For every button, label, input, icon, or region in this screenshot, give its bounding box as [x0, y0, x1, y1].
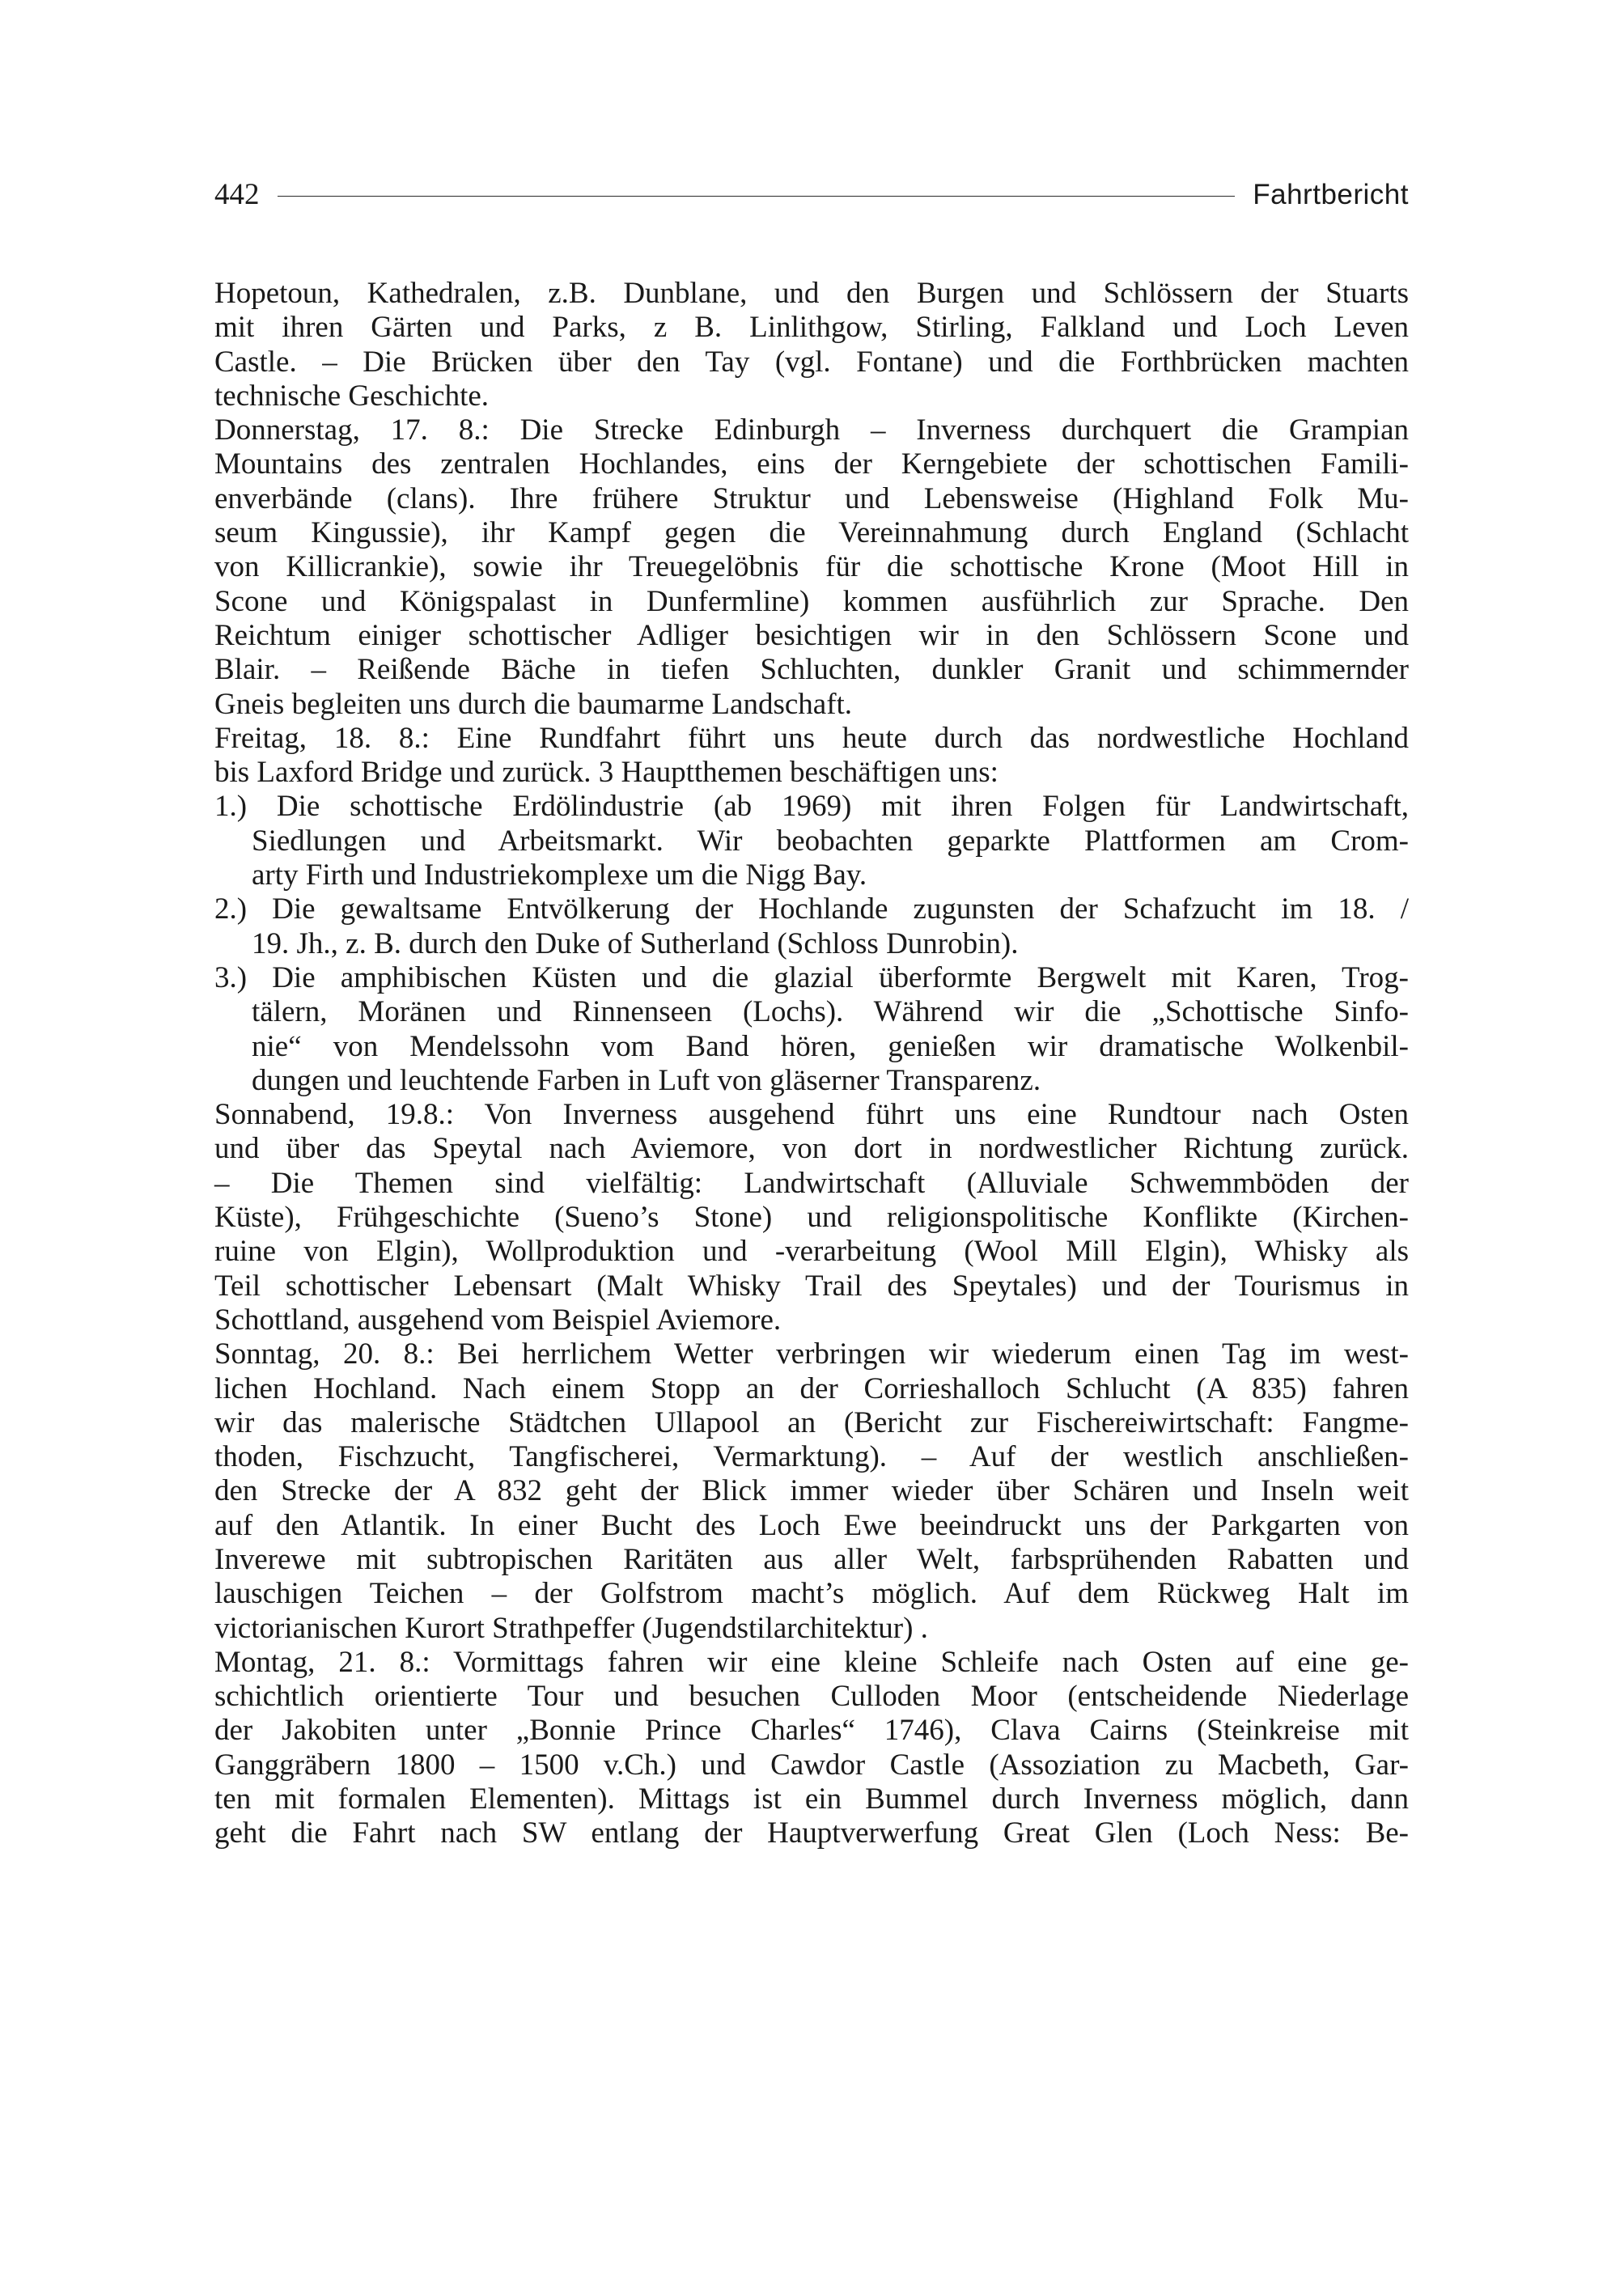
text-line: Teil schottischer Lebensart (Malt Whisky Trail des Speytales) und der Tourismus in	[214, 1269, 1409, 1303]
text-line: lichen Hochland. Nach einem Stopp an der Corrieshalloch Schlucht (A 835) fahren	[214, 1371, 1409, 1405]
text-line: Ganggräbern 1800 – 1500 v.Ch.) und Cawdor Castle (Assoziation zu Macbeth, Gar-	[214, 1748, 1409, 1782]
text-line: Gneis begleiten uns durch die baumarme Landschaft.	[214, 687, 853, 721]
text-line: Blair. – Reißende Bäche in tiefen Schluchten, dunkler Granit und schimmernder	[214, 653, 1409, 687]
text-line: mit ihren Gärten und Parks, z B. Linlithgow, Stirling, Falkland und Loch Leven	[214, 311, 1409, 345]
text-line: Reichtum einiger schottischer Adliger besichtigen wir in den Schlössern Scone und	[214, 618, 1409, 652]
text-line: 19. Jh., z. B. durch den Duke of Sutherland (Schloss Dunrobin).	[252, 926, 1019, 960]
running-title: Fahrtbericht	[1253, 178, 1409, 210]
text-line: arty Firth und Industriekomplexe um die Nigg Bay.	[252, 858, 867, 892]
text-line: ruine von Elgin), Wollproduktion und -verarbeitung (Wool Mill Elgin), Whisky als	[214, 1235, 1409, 1269]
text-line: Scone und Königspalast in Dunfermline) kommen ausführlich zur Sprache. Den	[214, 584, 1409, 618]
text-line: auf den Atlantik. In einer Bucht des Loch Ewe beeindruckt uns der Parkgarten von	[214, 1508, 1409, 1542]
text-line: bis Laxford Bridge und zurück. 3 Hauptthemen beschäftigen uns:	[214, 756, 999, 790]
page-header	[214, 170, 1409, 218]
header-rule	[278, 196, 1236, 197]
text-line: victorianischen Kurort Strathpeffer (Jugendstilarchitektur) .	[214, 1611, 928, 1645]
text-line: und über das Speytal nach Aviemore, von dort in nordwestlicher Richtung zurück.	[214, 1132, 1409, 1166]
text-line: Sonntag, 20. 8.: Bei herrlichem Wetter verbringen wir wiederum einen Tag im west-	[214, 1337, 1409, 1371]
text-line: Sonnabend, 19.8.: Von Inverness ausgehend führt uns eine Rundtour nach Osten	[214, 1098, 1409, 1132]
text-line: technische Geschichte.	[214, 379, 490, 413]
text-line: Donnerstag, 17. 8.: Die Strecke Edinburgh – Inverness durchquert die Grampian	[214, 413, 1409, 447]
text-line: dungen und leuchtende Farben in Luft von gläserner Transparenz.	[252, 1063, 1041, 1097]
text-line: enverbände (clans). Ihre frühere Struktur und Lebensweise (Highland Folk Mu-	[214, 481, 1409, 515]
text-line: wir das malerische Städtchen Ullapool an (Bericht zur Fischereiwirtschaft: Fangme-	[214, 1405, 1409, 1439]
text-line: von Killicrankie), sowie ihr Treuegelöbnis für die schottische Krone (Moot Hill in	[214, 550, 1409, 584]
text-line: thoden, Fischzucht, Tangfischerei, Vermarktung). – Auf der westlich anschließen-	[214, 1440, 1409, 1474]
text-line: – Die Themen sind vielfältig: Landwirtschaft (Alluviale Schwemmböden der	[214, 1166, 1409, 1200]
text-line: Küste), Frühgeschichte (Sueno’s Stone) und religionspolitische Konflikte (Kirchen-	[214, 1201, 1409, 1235]
text-line: Castle. – Die Brücken über den Tay (vgl. Fontane) und die Forthbrücken machten	[214, 345, 1409, 379]
text-line: seum Kingussie), ihr Kampf gegen die Vereinnahmung durch England (Schlacht	[214, 516, 1409, 550]
text-line: tälern, Moränen und Rinnenseen (Lochs). Während wir die „Schottische Sinfo-	[252, 995, 1409, 1029]
text-line: Inverewe mit subtropischen Raritäten aus aller Welt, farbsprühenden Rabatten und	[214, 1542, 1409, 1576]
text-line: lauschigen Teichen – der Golfstrom macht’s möglich. Auf dem Rückweg Halt im	[214, 1577, 1409, 1611]
text-line: Montag, 21. 8.: Vormittags fahren wir eine kleine Schleife nach Osten auf eine ge-	[214, 1645, 1409, 1679]
text-line: Hopetoun, Kathedralen, z.B. Dunblane, und den Burgen und Schlössern der Stuarts	[214, 277, 1409, 310]
text-line: ten mit formalen Elementen). Mittags ist ein Bummel durch Inverness möglich, dann	[214, 1782, 1409, 1816]
text-line: Schottland, ausgehend vom Beispiel Aviemore.	[214, 1303, 782, 1337]
page-number: 442	[214, 177, 260, 211]
body-text	[214, 277, 1409, 1851]
text-line: den Strecke der A 832 geht der Blick immer wieder über Schären und Inseln weit	[214, 1474, 1409, 1508]
text-line: 1.) Die schottische Erdölindustrie (ab 1969) mit ihren Folgen für Landwirtschaft,	[214, 790, 1409, 824]
text-line: Freitag, 18. 8.: Eine Rundfahrt führt uns heute durch das nordwestliche Hochland	[214, 721, 1409, 755]
text-line: Mountains des zentralen Hochlandes, eins der Kerngebiete der schottischen Famili-	[214, 447, 1409, 481]
text-line: nie“ von Mendelssohn vom Band hören, genießen wir dramatische Wolkenbil-	[252, 1029, 1409, 1063]
text-line: schichtlich orientierte Tour und besuchen Culloden Moor (entscheidende Niederlage	[214, 1680, 1409, 1714]
text-line: 2.) Die gewaltsame Entvölkerung der Hochlande zugunsten der Schafzucht im 18. /	[214, 892, 1409, 926]
text-line: 3.) Die amphibischen Küsten und die glazial überformte Bergwelt mit Karen, Trog-	[214, 960, 1409, 994]
text-line: der Jakobiten unter „Bonnie Prince Charles“ 1746), Clava Cairns (Steinkreise mit	[214, 1714, 1409, 1748]
text-line: Siedlungen und Arbeitsmarkt. Wir beobachten geparkte Plattformen am Crom-	[252, 824, 1409, 858]
text-line: geht die Fahrt nach SW entlang der Hauptverwerfung Great Glen (Loch Ness: Be-	[214, 1816, 1409, 1850]
